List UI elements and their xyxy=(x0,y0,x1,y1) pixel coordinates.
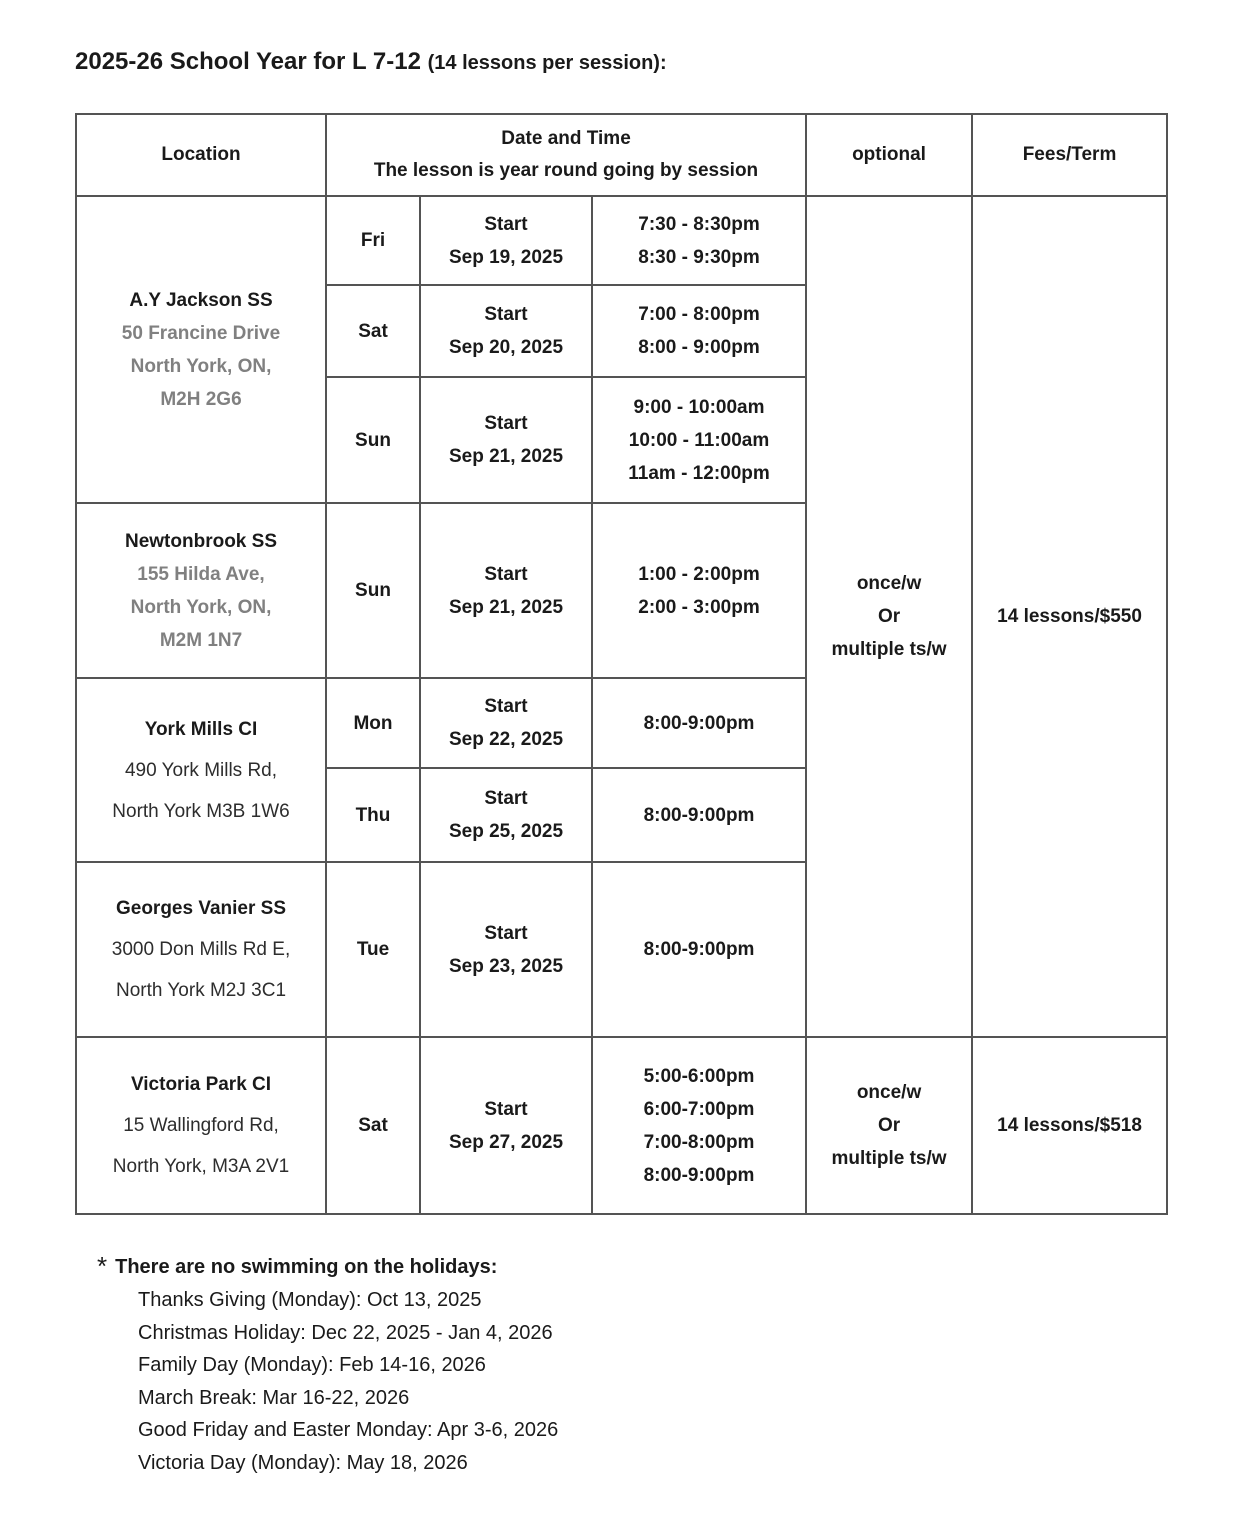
time-slot: 9:00 - 10:00am xyxy=(633,396,765,418)
header-fees-label: Fees/Term xyxy=(1022,144,1117,165)
optional-cell-main xyxy=(806,196,972,1037)
table-row xyxy=(76,196,1167,285)
location-cell-georges-vanier xyxy=(76,862,326,1037)
holiday-item: Victoria Day (Monday): May 18, 2026 xyxy=(138,1451,468,1474)
location-address-line: North York, ON, xyxy=(130,596,272,618)
holiday-notes xyxy=(97,1247,558,1479)
header-location xyxy=(76,114,326,196)
time-slot: 10:00 - 11:00am xyxy=(628,429,770,451)
time-slot: 8:00-9:00pm xyxy=(643,804,755,826)
start-cell xyxy=(420,862,592,1037)
location-address-line: North York M2J 3C1 xyxy=(115,980,287,1001)
time-slot: 7:30 - 8:30pm xyxy=(638,213,760,235)
start-date: Sep 19, 2025 xyxy=(448,246,564,268)
header-optional xyxy=(806,114,972,196)
start-date: Sep 23, 2025 xyxy=(448,955,564,977)
holiday-notes-heading xyxy=(97,1247,558,1284)
day-cell xyxy=(326,678,420,768)
location-name: A.Y Jackson SS xyxy=(129,289,273,311)
time-cell xyxy=(592,377,806,503)
location-address-line: 3000 Don Mills Rd E, xyxy=(111,939,291,960)
start-cell xyxy=(420,377,592,503)
location-cell-ay-jackson xyxy=(76,196,326,503)
day-label: Sat xyxy=(358,320,388,342)
holiday-notes-heading-text: There are no swimming on the holidays: xyxy=(115,1256,498,1278)
day-cell xyxy=(326,862,420,1037)
time-slot: 6:00-7:00pm xyxy=(643,1098,755,1120)
location-address-line: 50 Francine Drive xyxy=(121,322,281,344)
time-slot: 8:00 - 9:00pm xyxy=(638,337,760,358)
fees-value: 14 lessons/$518 xyxy=(997,1115,1142,1136)
fees-cell-victoria-park xyxy=(972,1037,1167,1214)
table-header-row xyxy=(76,114,1167,196)
start-cell xyxy=(420,503,592,678)
header-fees xyxy=(972,114,1167,196)
time-cell xyxy=(592,1037,806,1214)
table-row xyxy=(76,1037,1167,1214)
time-slot: 5:00-6:00pm xyxy=(643,1065,755,1087)
time-slot: 8:00-9:00pm xyxy=(643,1164,755,1186)
optional-line: Or xyxy=(877,606,901,627)
time-cell xyxy=(592,196,806,285)
time-slot: 1:00 - 2:00pm xyxy=(638,563,760,585)
location-cell-victoria-park xyxy=(76,1037,326,1214)
optional-cell-victoria-park xyxy=(806,1037,972,1214)
day-label: Tue xyxy=(356,939,390,960)
header-date-time xyxy=(326,114,806,196)
start-label: Start xyxy=(484,563,528,585)
start-cell xyxy=(420,1037,592,1214)
day-label: Thu xyxy=(355,804,391,826)
header-optional-label: optional xyxy=(852,144,926,165)
location-name: Newtonbrook SS xyxy=(124,530,277,552)
start-label: Start xyxy=(484,922,528,944)
start-date: Sep 27, 2025 xyxy=(448,1131,564,1153)
page-title-paren: (14 lessons per session): xyxy=(427,52,667,74)
start-label: Start xyxy=(484,1098,528,1120)
schedule-table xyxy=(75,113,1168,1215)
day-label: Fri xyxy=(360,230,386,251)
day-cell xyxy=(326,503,420,678)
page-title xyxy=(75,48,667,76)
location-address-line: North York M3B 1W6 xyxy=(112,800,290,822)
location-address-line: 490 York Mills Rd, xyxy=(124,759,278,781)
location-address-line: 15 Wallingford Rd, xyxy=(123,1115,279,1136)
time-slot: 2:00 - 3:00pm xyxy=(638,596,760,618)
day-label: Sat xyxy=(358,1115,388,1136)
day-label: Sun xyxy=(355,580,391,601)
time-slot: 8:30 - 9:30pm xyxy=(638,246,760,268)
time-slot: 7:00 - 8:00pm xyxy=(638,304,760,325)
start-cell xyxy=(420,768,592,862)
time-cell xyxy=(592,678,806,768)
day-label: Sun xyxy=(355,429,391,451)
fees-value: 14 lessons/$550 xyxy=(997,606,1142,627)
start-cell xyxy=(420,285,592,377)
location-cell-york-mills xyxy=(76,678,326,862)
optional-line: Or xyxy=(877,1115,901,1136)
optional-line: once/w xyxy=(856,1082,922,1103)
start-label: Start xyxy=(484,696,528,717)
time-slot: 8:00-9:00pm xyxy=(643,939,755,960)
start-label: Start xyxy=(484,788,528,809)
start-label: Start xyxy=(484,213,528,235)
optional-line: multiple ts/w xyxy=(831,1148,947,1169)
location-cell-newtonbrook xyxy=(76,503,326,678)
time-slot: 8:00-9:00pm xyxy=(643,712,755,734)
day-cell xyxy=(326,768,420,862)
time-cell xyxy=(592,768,806,862)
location-address-line: North York, ON, xyxy=(130,355,272,377)
holiday-item: Thanks Giving (Monday): Oct 13, 2025 xyxy=(138,1289,482,1311)
location-address-line: M2M 1N7 xyxy=(159,629,243,651)
day-label: Mon xyxy=(353,712,393,734)
location-name: Victoria Park CI xyxy=(130,1074,272,1095)
time-slot: 11am - 12:00pm xyxy=(628,462,770,484)
start-date: Sep 22, 2025 xyxy=(448,729,564,750)
location-address-line: 155 Hilda Ave, xyxy=(137,563,265,585)
page-title-main: 2025-26 School Year for L 7-12 xyxy=(75,48,421,75)
start-date: Sep 20, 2025 xyxy=(448,337,564,358)
start-label: Start xyxy=(484,304,528,325)
holiday-item: March Break: Mar 16-22, 2026 xyxy=(138,1386,410,1409)
asterisk-marker: * xyxy=(97,1251,108,1281)
day-cell xyxy=(326,285,420,377)
holiday-notes-list xyxy=(138,1284,558,1479)
time-slot: 7:00-8:00pm xyxy=(643,1131,755,1153)
optional-line: multiple ts/w xyxy=(831,639,947,660)
time-cell xyxy=(592,862,806,1037)
header-date-time-line1: Date and Time xyxy=(501,128,631,149)
location-name: Georges Vanier SS xyxy=(115,898,287,919)
location-address-line: M2H 2G6 xyxy=(160,388,242,410)
start-label: Start xyxy=(484,413,528,434)
day-cell xyxy=(326,1037,420,1214)
time-cell xyxy=(592,285,806,377)
day-cell xyxy=(326,377,420,503)
start-date: Sep 25, 2025 xyxy=(448,821,564,842)
header-date-time-line2: The lesson is year round going by session xyxy=(373,160,759,181)
start-date: Sep 21, 2025 xyxy=(448,446,564,467)
time-cell xyxy=(592,503,806,678)
header-location-label: Location xyxy=(161,144,241,165)
start-cell xyxy=(420,196,592,285)
location-name: York Mills CI xyxy=(144,718,258,740)
fees-cell-main xyxy=(972,196,1167,1037)
holiday-item: Good Friday and Easter Monday: Apr 3-6, 2026 xyxy=(138,1419,559,1441)
holiday-item: Christmas Holiday: Dec 22, 2025 - Jan 4, 2026 xyxy=(138,1321,553,1344)
optional-line: once/w xyxy=(856,573,922,594)
location-address-line: North York, M3A 2V1 xyxy=(112,1156,290,1177)
start-date: Sep 21, 2025 xyxy=(448,596,564,618)
start-cell xyxy=(420,678,592,768)
day-cell xyxy=(326,196,420,285)
holiday-item: Family Day (Monday): Feb 14-16, 2026 xyxy=(138,1354,486,1376)
